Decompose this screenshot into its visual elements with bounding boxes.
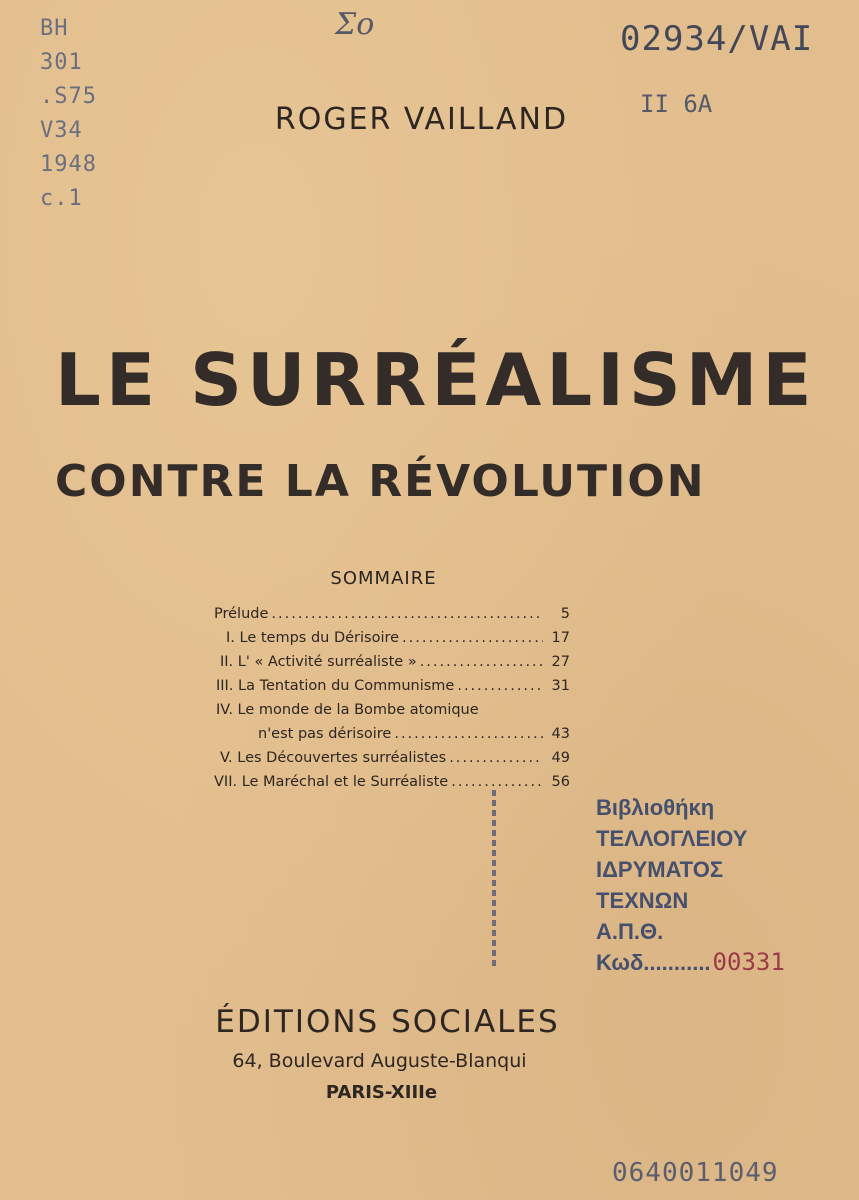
stamp-line: ΤΕΛΛΟΓΛΕΙΟΥ	[596, 826, 748, 851]
inventory-number: 0640011049	[612, 1158, 779, 1188]
toc-entry-label: IV. Le monde de la Bombe atomique	[216, 702, 479, 718]
toc-leader-dots	[271, 606, 543, 622]
call-number-line: V34	[40, 118, 83, 143]
toc-entry-page: 27	[551, 654, 570, 670]
toc-entry-label: V. Les Découvertes surréalistes	[220, 750, 447, 766]
toc-entry	[214, 606, 570, 630]
toc-entry-label: Prélude	[214, 606, 269, 622]
toc-leader-dots	[394, 726, 543, 742]
toc-entry-label: n'est pas dérisoire	[258, 726, 392, 742]
stamp-code-value: 00331	[712, 948, 785, 976]
library-stamp	[596, 792, 785, 978]
toc-entry	[214, 678, 570, 702]
call-number-line: 301	[40, 50, 83, 75]
toc-leader-dots	[457, 678, 543, 694]
stamp-code-label: Κωδ.	[596, 950, 650, 975]
toc-entry	[214, 630, 570, 654]
book-title: LE SURRÉALISME	[55, 338, 817, 422]
call-number-line: 1948	[40, 152, 97, 177]
toc-leader-dots	[420, 654, 543, 670]
toc-entry-label: I. Le temps du Dérisoire	[226, 630, 400, 646]
toc-entry-page: 17	[551, 630, 570, 646]
stamp-line: ΤΕΧΝΩΝ	[596, 888, 689, 913]
stamp-ink-line	[492, 790, 496, 966]
call-number-line: BH	[40, 16, 69, 41]
toc-entry-continuation	[214, 726, 570, 750]
handwritten-inventory-number: 02934/VAI	[620, 19, 814, 59]
toc-entry-label: III. La Tentation du Communisme	[216, 678, 455, 694]
toc-entry	[214, 654, 570, 678]
publisher-city: PARIS-XIIIe	[325, 1082, 438, 1103]
handwritten-top-mark: Σο	[335, 7, 375, 42]
book-subtitle: CONTRE LA RÉVOLUTION	[55, 456, 706, 507]
contents-heading: SOMMAIRE	[330, 568, 437, 589]
toc-entry	[214, 774, 570, 798]
stamp-line: ΙΔΡΥΜΑΤΟΣ	[596, 857, 724, 882]
toc-entry-page: 5	[560, 606, 570, 622]
table-of-contents	[214, 606, 570, 798]
toc-entry-label: II. L' « Activité surréaliste »	[220, 654, 417, 670]
toc-entry	[214, 702, 570, 726]
call-number-line: c.1	[40, 186, 83, 211]
toc-entry-label: VII. Le Maréchal et le Surréaliste	[214, 774, 449, 790]
publisher-address: 64, Boulevard Auguste-Blanqui	[232, 1050, 527, 1072]
stamp-line: Βιβλιοθήκη	[596, 795, 715, 820]
toc-leader-dots	[451, 774, 543, 790]
toc-leader-dots	[449, 750, 543, 766]
toc-entry-page: 31	[551, 678, 570, 694]
handwritten-shelf-mark: II 6A	[640, 90, 713, 118]
toc-entry-page: 43	[551, 726, 570, 742]
toc-entry-page: 56	[551, 774, 570, 790]
toc-leader-dots	[402, 630, 543, 646]
author-name: ROGER VAILLAND	[274, 102, 569, 137]
stamp-code-row: Κωδ...........00331	[596, 948, 785, 976]
call-number-line: .S75	[40, 84, 97, 109]
stamp-line: Α.Π.Θ.	[596, 919, 664, 944]
toc-entry-page: 49	[551, 750, 570, 766]
publisher-name: ÉDITIONS SOCIALES	[215, 1004, 560, 1040]
toc-entry	[214, 750, 570, 774]
